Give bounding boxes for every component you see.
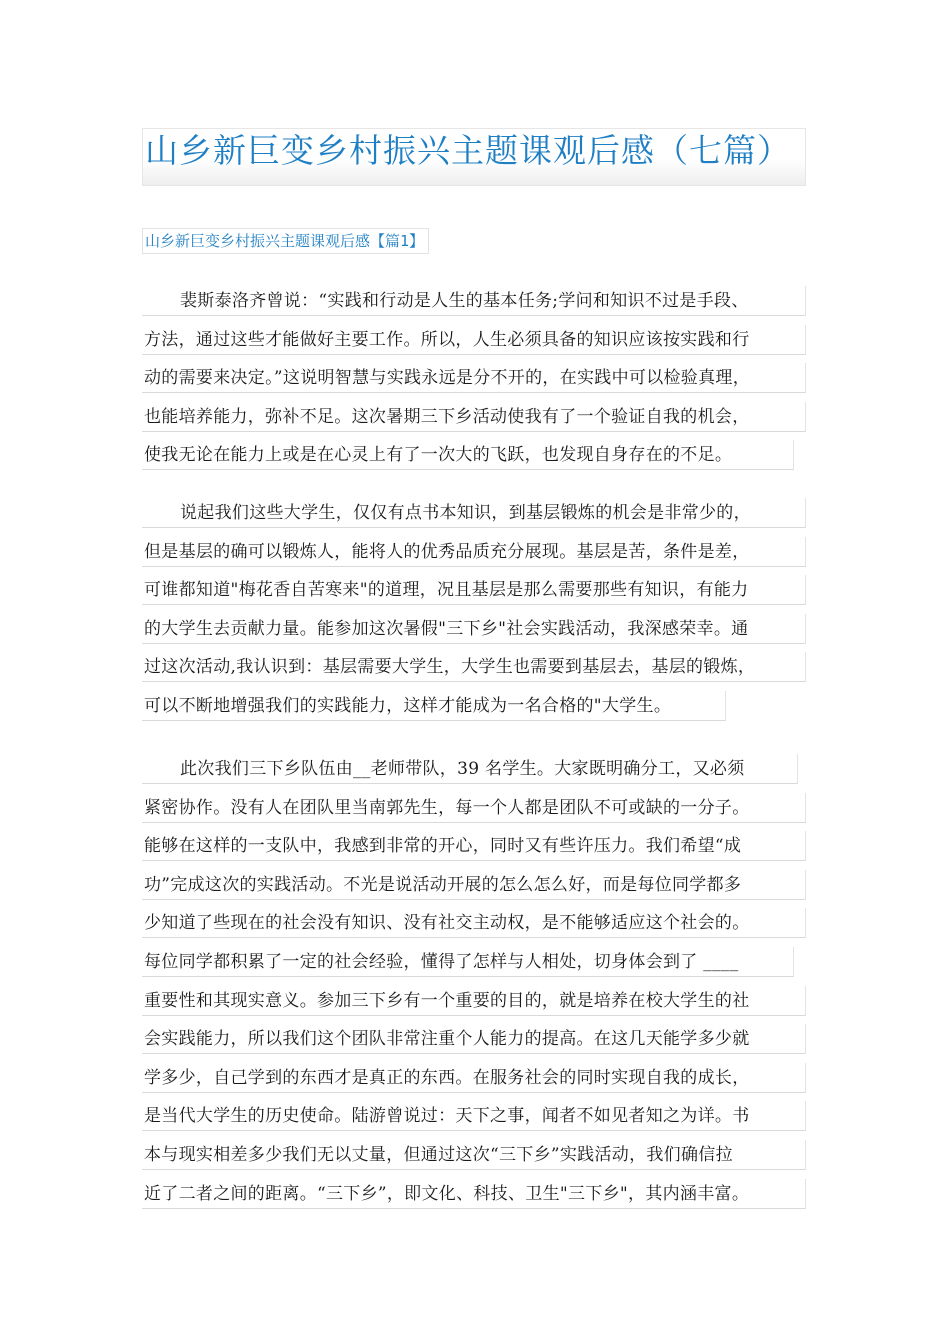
section-heading: 山乡新巨变乡村振兴主题课观后感【篇1】 bbox=[142, 228, 429, 254]
paragraph-line: 过这次活动,我认识到：基层需要大学生，大学生也需要到基层去，基层的锻炼， bbox=[142, 652, 806, 682]
paragraph-line: 的大学生去贡献力量。能参加这次暑假"三下乡"社会实践活动，我深感荣幸。通 bbox=[142, 614, 806, 644]
paragraph-line: 本与现实相差多少我们无以丈量，但通过这次“三下乡”实践活动，我们确信拉 bbox=[142, 1140, 806, 1170]
paragraph-line: 少知道了些现在的社会没有知识、没有社交主动权，是不能够适应这个社会的。 bbox=[142, 908, 806, 938]
paragraph-line: 此次我们三下乡队伍由__老师带队，39 名学生。大家既明确分工，又必须 bbox=[142, 754, 798, 784]
paragraph-line: 但是基层的确可以锻炼人，能将人的优秀品质充分展现。基层是苦，条件是差， bbox=[142, 537, 806, 567]
paragraph-line: 每位同学都积累了一定的社会经验，懂得了怎样与人相处，切身体会到了 ____ bbox=[142, 947, 794, 977]
paragraph-line: 能够在这样的一支队中，我感到非常的开心，同时又有些许压力。我们希望“成 bbox=[142, 831, 806, 861]
paragraph-line: 重要性和其现实意义。参加三下乡有一个重要的目的，就是培养在校大学生的社 bbox=[142, 986, 806, 1016]
paragraph-line: 会实践能力，所以我们这个团队非常注重个人能力的提高。在这几天能学多少就 bbox=[142, 1024, 806, 1054]
document-title: 山乡新巨变乡村振兴主题课观后感（七篇） bbox=[142, 128, 806, 186]
paragraph-line: 紧密协作。没有人在团队里当南郭先生，每一个人都是团队不可或缺的一分子。 bbox=[142, 793, 806, 823]
paragraph-line: 可谁都知道"梅花香自苦寒来"的道理，况且基层是那么需要那些有知识，有能力 bbox=[142, 575, 806, 605]
paragraph-line: 功”完成这次的实践活动。不光是说活动开展的怎么怎么好，而是每位同学都多 bbox=[142, 870, 806, 900]
paragraph-line: 使我无论在能力上或是在心灵上有了一次大的飞跃，也发现自身存在的不足。 bbox=[142, 440, 794, 470]
paragraph-line: 裴斯泰洛齐曾说：“实践和行动是人生的基本任务;学问和知识不过是手段、 bbox=[142, 286, 806, 316]
paragraph-line: 学多少，自己学到的东西才是真正的东西。在服务社会的同时实现自我的成长， bbox=[142, 1063, 806, 1093]
paragraph-line: 近了二者之间的距离。“三下乡”，即文化、科技、卫生"三下乡"，其内涵丰富。 bbox=[142, 1179, 806, 1209]
paragraph-line: 动的需要来决定。”这说明智慧与实践永远是分不开的，在实践中可以检验真理， bbox=[142, 363, 806, 393]
paragraph-line: 方法，通过这些才能做好主要工作。所以，人生必须具备的知识应该按实践和行 bbox=[142, 325, 806, 355]
paragraph-line: 是当代大学生的历史使命。陆游曾说过：天下之事，闻者不如见者知之为详。书 bbox=[142, 1101, 806, 1131]
paragraph-line: 说起我们这些大学生，仅仅有点书本知识，到基层锻炼的机会是非常少的， bbox=[142, 498, 806, 528]
paragraph-line: 也能培养能力，弥补不足。这次暑期三下乡活动使我有了一个验证自我的机会， bbox=[142, 402, 806, 432]
paragraph-line: 可以不断地增强我们的实践能力，这样才能成为一名合格的"大学生。 bbox=[142, 691, 726, 721]
